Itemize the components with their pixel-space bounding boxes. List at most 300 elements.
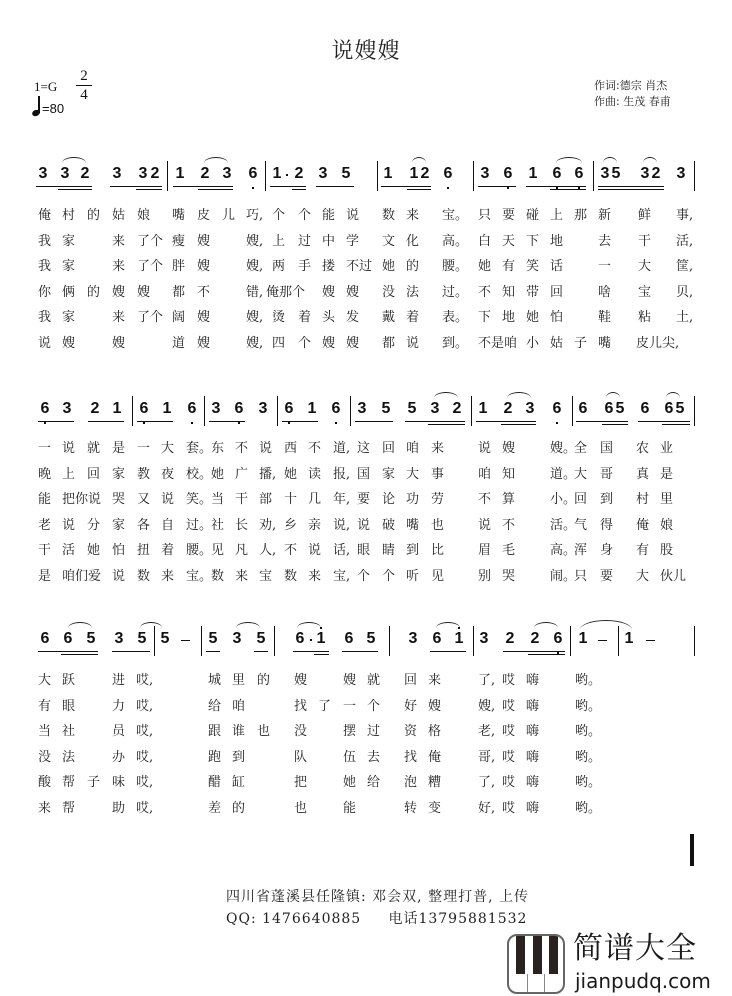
lyric-syllable: 不 bbox=[284, 543, 298, 559]
note: 6 bbox=[640, 400, 650, 417]
lyric-syllable: 回 bbox=[574, 492, 588, 508]
note: 1 bbox=[383, 165, 393, 182]
lyric-syllable: 把你说 bbox=[62, 492, 102, 508]
note: 6 bbox=[295, 630, 305, 647]
lyric-syllable: 来 bbox=[38, 800, 52, 816]
lyric-syllable: 她 bbox=[478, 259, 492, 275]
lyric-syllable: 新 bbox=[598, 208, 612, 223]
lyric-line-3 bbox=[0, 488, 732, 514]
lyric-syllable: 小。 bbox=[550, 492, 577, 508]
lyrics-block-1 bbox=[0, 204, 732, 358]
lyric-syllable: 跃 bbox=[62, 673, 76, 688]
note: 5 bbox=[341, 165, 351, 182]
lyric-syllable: 哟。 bbox=[575, 698, 602, 714]
lyric-syllable: 鲜 bbox=[638, 208, 652, 223]
lyric-syllable: 哎, bbox=[136, 698, 154, 714]
lyric-syllable: 扭 bbox=[137, 543, 151, 559]
lyric-syllable: 股 bbox=[660, 543, 674, 559]
lyric-syllable: 嘴 bbox=[406, 517, 420, 533]
lyric-syllable: 就 bbox=[367, 673, 381, 688]
lyric-line-4 bbox=[0, 514, 732, 540]
lyric-syllable: 笑 bbox=[526, 259, 540, 275]
lyric-syllable: 见 bbox=[211, 543, 225, 559]
lyric-syllable: 这 bbox=[357, 441, 371, 456]
note: 6 bbox=[40, 630, 50, 647]
note: 6 bbox=[40, 400, 50, 417]
composer-credit: 作曲: 生茂 春甫 bbox=[594, 95, 671, 108]
lyric-syllable: 宝。 bbox=[442, 208, 469, 223]
lyric-syllable: 文 bbox=[382, 233, 396, 249]
lyric-syllable: 嗨 bbox=[526, 698, 540, 714]
note: 1 bbox=[454, 630, 464, 647]
note: 6 bbox=[432, 630, 442, 647]
lyric-syllable: 哎 bbox=[502, 800, 516, 816]
lyric-syllable: 地 bbox=[502, 310, 516, 326]
score-row-2 bbox=[0, 390, 732, 430]
lyric-syllable: 腰。 bbox=[442, 259, 469, 275]
note: 3 bbox=[258, 400, 268, 417]
lyric-syllable: 咱 bbox=[232, 698, 246, 714]
lyric-syllable: 伍 bbox=[343, 749, 357, 765]
lyric-syllable: 气 bbox=[574, 517, 588, 533]
lyric-syllable: 也 bbox=[257, 724, 271, 740]
lyric-syllable: 嘴 bbox=[172, 208, 186, 223]
lyric-syllable: 一 bbox=[38, 441, 52, 456]
lyric-syllable: 回 bbox=[382, 441, 396, 456]
lyric-syllable: 法 bbox=[406, 284, 420, 300]
lyric-syllable: 阔 bbox=[172, 310, 186, 326]
note: 6 bbox=[552, 400, 562, 417]
lyric-syllable: 毛 bbox=[502, 543, 516, 559]
lyric-syllable: 把 bbox=[294, 775, 308, 791]
note: 1 bbox=[409, 165, 419, 182]
tempo-marking bbox=[32, 96, 64, 116]
lyric-syllable: 了, bbox=[478, 673, 496, 688]
lyric-syllable: 个 bbox=[272, 208, 286, 223]
note: 6 bbox=[443, 165, 453, 182]
lyric-syllable: 你 bbox=[38, 284, 52, 300]
lyric-syllable: 哟。 bbox=[575, 775, 602, 791]
piano-keys-icon bbox=[507, 934, 565, 994]
lyric-syllable: 资 bbox=[404, 724, 418, 740]
contact-line: QQ: 1476640885 电话13795881532 bbox=[226, 911, 528, 927]
lyric-syllable: 回 bbox=[404, 673, 418, 688]
lyric-syllable: 眼 bbox=[357, 543, 371, 559]
lyric-syllable: 了个 bbox=[137, 310, 164, 326]
note: 1 bbox=[624, 630, 634, 647]
lyric-syllable: 跑 bbox=[208, 749, 222, 765]
lyric-syllable: 夜 bbox=[161, 466, 175, 482]
lyric-syllable: 搂 bbox=[322, 259, 336, 275]
lyrics-block-2 bbox=[0, 437, 732, 591]
lyric-syllable: 哟。 bbox=[575, 800, 602, 816]
lyric-syllable: 嫂 bbox=[197, 259, 211, 275]
lyric-syllable: 都 bbox=[172, 284, 186, 300]
lyric-syllable: 国 bbox=[357, 466, 371, 482]
lyric-syllable: 地 bbox=[550, 233, 564, 249]
lyric-syllable: 话 bbox=[550, 259, 564, 275]
lyric-syllable: 又 bbox=[137, 492, 151, 508]
lyric-syllable: 她 bbox=[526, 310, 540, 326]
lyric-syllable: 咱们爱 bbox=[62, 568, 102, 584]
lyric-syllable: 来 bbox=[112, 310, 126, 326]
lyric-syllable: 到。 bbox=[442, 335, 469, 351]
lyric-syllable: 来 bbox=[431, 441, 445, 456]
note: 5 bbox=[407, 400, 417, 417]
lyric-syllable: 到 bbox=[406, 543, 420, 559]
transcriber-line: 四川省蓬溪县任隆镇: 邓会双, 整理打普, 上传 bbox=[226, 889, 529, 905]
lyric-syllable: 一 bbox=[343, 698, 357, 714]
watermark-logo bbox=[503, 932, 732, 996]
note: 5 bbox=[86, 630, 96, 647]
lyric-syllable: 嫂 bbox=[322, 284, 336, 300]
note: 3 bbox=[60, 165, 70, 182]
lyric-syllable: 播, bbox=[259, 466, 277, 482]
lyric-syllable: 咱 bbox=[406, 441, 420, 456]
note: 3 bbox=[676, 165, 686, 182]
note: 2 bbox=[294, 165, 304, 182]
key-signature: 1=G bbox=[34, 79, 58, 94]
lyric-syllable: 天 bbox=[502, 233, 516, 249]
lyric-line-2 bbox=[0, 230, 732, 256]
lyric-syllable: 队 bbox=[294, 749, 308, 765]
note: 1 bbox=[175, 165, 185, 182]
lyric-syllable: 来 bbox=[161, 568, 175, 584]
lyric-syllable: 说, bbox=[333, 517, 351, 533]
lyric-syllable: 哎 bbox=[502, 698, 516, 714]
lyric-syllable: 她 bbox=[211, 466, 225, 482]
lyric-syllable: 全 bbox=[574, 441, 588, 456]
lyric-syllable: 亲 bbox=[308, 517, 322, 533]
lyric-syllable: 家 bbox=[112, 466, 126, 482]
note: 2 bbox=[80, 165, 90, 182]
lyric-syllable: 干 bbox=[638, 233, 652, 249]
lyric-syllable: 上 bbox=[550, 208, 564, 223]
note: 3 bbox=[211, 400, 221, 417]
lyric-syllable: 怕 bbox=[550, 310, 564, 326]
lyric-syllable: 着 bbox=[161, 543, 175, 559]
lyric-syllable: 嫂 bbox=[197, 233, 211, 249]
lyric-syllable: 闹。 bbox=[550, 568, 577, 584]
lyric-syllable: 回 bbox=[87, 466, 101, 482]
note: 6 bbox=[187, 400, 197, 417]
lyric-syllable: 道, bbox=[333, 441, 351, 456]
lyric-syllable: 嫂 bbox=[502, 441, 516, 456]
lyric-syllable: 套。 bbox=[186, 441, 213, 456]
lyric-syllable: 比 bbox=[431, 543, 445, 559]
lyric-syllable: 上 bbox=[62, 466, 76, 482]
lyricist-credit: 作词:德宗 肖杰 bbox=[594, 79, 668, 92]
lyric-syllable: 变 bbox=[428, 800, 442, 816]
lyric-syllable: 嗨 bbox=[526, 775, 540, 791]
note: 6 bbox=[664, 400, 674, 417]
lyric-syllable: 大 bbox=[636, 568, 650, 584]
note: 2 bbox=[200, 165, 210, 182]
lyric-syllable: 皮 bbox=[197, 208, 211, 223]
lyric-syllable: 哟。 bbox=[575, 749, 602, 765]
lyric-syllable: 干 bbox=[38, 543, 52, 559]
lyric-syllable: 家 bbox=[62, 259, 76, 275]
lyric-syllable: 不 bbox=[502, 517, 516, 533]
lyric-syllable: 了, bbox=[478, 775, 496, 791]
note: 3 bbox=[480, 165, 490, 182]
lyric-syllable: 听 bbox=[406, 568, 420, 584]
note: 3 bbox=[222, 165, 232, 182]
lyric-syllable: 戴 bbox=[382, 310, 396, 326]
lyric-syllable: 就 bbox=[87, 441, 101, 456]
lyric-syllable: 大 bbox=[406, 466, 420, 482]
lyric-syllable: 我 bbox=[38, 259, 52, 275]
lyric-line-2 bbox=[0, 463, 732, 489]
lyric-syllable: 劳 bbox=[431, 492, 445, 508]
lyric-syllable: 家 bbox=[62, 233, 76, 249]
note: 1 bbox=[578, 630, 588, 647]
lyric-syllable: 数 bbox=[137, 568, 151, 584]
lyric-syllable: 子 bbox=[87, 775, 101, 791]
lyric-syllable: 话, bbox=[333, 543, 351, 559]
lyric-syllable: 劝, bbox=[259, 517, 277, 533]
lyric-syllable: 她 bbox=[284, 466, 298, 482]
lyric-syllable: 来 bbox=[428, 673, 442, 688]
lyric-syllable: 数 bbox=[382, 208, 396, 223]
lyric-syllable: 子 bbox=[574, 335, 588, 351]
lyric-syllable: 俺 bbox=[428, 749, 442, 765]
lyric-line-5 bbox=[0, 771, 732, 797]
note: 3 bbox=[112, 165, 122, 182]
lyric-syllable: 了 bbox=[318, 698, 332, 714]
lyric-syllable: 眉 bbox=[478, 543, 492, 559]
lyric-line-5 bbox=[0, 539, 732, 565]
lyric-syllable: 腰。 bbox=[186, 543, 213, 559]
lyric-syllable: 咱 bbox=[504, 335, 518, 351]
lyric-syllable: 不 bbox=[478, 284, 492, 300]
lyric-syllable: 要 bbox=[502, 208, 516, 223]
lyric-syllable: 个 bbox=[367, 698, 381, 714]
note: 5 bbox=[611, 165, 621, 182]
lyric-syllable: 长 bbox=[235, 517, 249, 533]
lyric-syllable: 差 bbox=[208, 800, 222, 816]
lyric-syllable: 数 bbox=[211, 568, 225, 584]
lyric-syllable: 了个 bbox=[137, 233, 164, 249]
note: 6 bbox=[604, 400, 614, 417]
lyric-syllable: 真 bbox=[636, 466, 650, 482]
lyric-syllable: 伙儿 bbox=[660, 568, 687, 584]
lyric-syllable: 娘 bbox=[660, 517, 674, 533]
lyric-syllable: 事 bbox=[431, 466, 445, 482]
lyric-syllable: 大 bbox=[38, 673, 52, 688]
lyric-syllable: 说 bbox=[357, 517, 371, 533]
lyric-syllable: 能 bbox=[38, 492, 52, 508]
lyric-syllable: 下 bbox=[526, 233, 540, 249]
lyric-syllable: 给 bbox=[208, 698, 222, 714]
time-signature-top: 2 bbox=[80, 68, 88, 84]
note: 2 bbox=[530, 630, 540, 647]
note: 6 bbox=[284, 400, 294, 417]
note: 5 bbox=[615, 400, 625, 417]
lyric-syllable: 过 bbox=[367, 724, 381, 740]
lyric-syllable: 不 bbox=[235, 441, 249, 456]
note: 6 bbox=[578, 400, 588, 417]
lyric-syllable: 着 bbox=[406, 310, 420, 326]
quarter-note-icon bbox=[32, 96, 42, 116]
note: 5 bbox=[208, 630, 218, 647]
lyric-syllable: 到 bbox=[600, 492, 614, 508]
lyric-syllable: 嫂 bbox=[346, 284, 360, 300]
lyric-syllable: 粘 bbox=[638, 310, 652, 326]
note: 5 bbox=[366, 630, 376, 647]
lyric-syllable: 嫂 bbox=[428, 698, 442, 714]
lyric-syllable: 眼 bbox=[62, 698, 76, 714]
lyric-syllable: 说 bbox=[62, 517, 76, 533]
lyric-syllable: 儿 bbox=[222, 208, 236, 223]
lyric-syllable: 嫂, bbox=[246, 233, 264, 249]
lyric-syllable: 哥, bbox=[478, 749, 496, 765]
note: 5 bbox=[137, 630, 147, 647]
lyric-syllable: 俺 bbox=[38, 208, 52, 223]
note: 6 bbox=[552, 165, 562, 182]
lyric-syllable: 道 bbox=[172, 335, 186, 351]
lyric-syllable: 过。 bbox=[186, 517, 213, 533]
lyric-syllable: 里 bbox=[660, 492, 674, 508]
lyric-syllable: 老 bbox=[38, 517, 52, 533]
credits bbox=[594, 78, 671, 110]
note: 3 bbox=[138, 165, 148, 182]
lyric-syllable: 要 bbox=[357, 492, 371, 508]
note: 5 bbox=[675, 400, 685, 417]
note: 6 bbox=[248, 165, 258, 182]
lyric-syllable: 村 bbox=[636, 492, 650, 508]
lyric-syllable: 高。 bbox=[550, 543, 577, 559]
note: 3 bbox=[38, 165, 48, 182]
lyric-syllable: 俺那个 bbox=[266, 284, 306, 300]
lyric-syllable: 有 bbox=[38, 698, 52, 714]
lyric-syllable: 味 bbox=[112, 775, 126, 791]
note: 3 bbox=[114, 630, 124, 647]
note: 6 bbox=[234, 400, 244, 417]
lyric-syllable: 是 bbox=[660, 466, 674, 482]
lyric-syllable: 知 bbox=[502, 284, 516, 300]
lyric-syllable: 哟。 bbox=[575, 724, 602, 740]
lyric-syllable: 来 bbox=[308, 568, 322, 584]
lyric-syllable: 数 bbox=[284, 568, 298, 584]
note: 6 bbox=[503, 165, 513, 182]
note: 2 bbox=[505, 630, 515, 647]
note: 1 bbox=[162, 400, 172, 417]
transcriber-note bbox=[226, 886, 529, 930]
lyric-syllable: 有 bbox=[636, 543, 650, 559]
lyric-syllable: 没 bbox=[382, 284, 396, 300]
note: 6 bbox=[553, 630, 563, 647]
lyric-syllable: 个 bbox=[298, 208, 312, 223]
lyric-syllable: 嫂 bbox=[112, 284, 126, 300]
lyric-syllable: 格 bbox=[428, 724, 442, 740]
lyric-syllable: 家 bbox=[62, 310, 76, 326]
lyric-syllable: 也 bbox=[431, 517, 445, 533]
lyric-syllable: 家 bbox=[382, 466, 396, 482]
lyric-syllable: 校。 bbox=[186, 466, 213, 482]
lyric-syllable: 别 bbox=[478, 568, 492, 584]
watermark-cn: 简谱大全 bbox=[573, 931, 697, 966]
lyric-syllable: 发 bbox=[346, 310, 360, 326]
lyric-line-4 bbox=[0, 746, 732, 772]
lyric-syllable: 没 bbox=[38, 749, 52, 765]
lyric-syllable: 人, bbox=[259, 543, 277, 559]
lyric-syllable: 报, bbox=[333, 466, 351, 482]
lyric-syllable: 助 bbox=[112, 800, 126, 816]
lyric-line-6 bbox=[0, 332, 732, 358]
tempo-value: =80 bbox=[42, 101, 65, 116]
lyric-syllable: 哎 bbox=[502, 749, 516, 765]
lyric-syllable: 城 bbox=[208, 673, 222, 688]
lyric-syllable: 大 bbox=[638, 259, 652, 275]
lyric-syllable: 说 bbox=[259, 441, 273, 456]
lyric-syllable: 她 bbox=[87, 543, 101, 559]
note: 2 bbox=[420, 165, 430, 182]
lyric-syllable: 的 bbox=[232, 800, 246, 816]
lyric-syllable: 功 bbox=[406, 492, 420, 508]
lyric-syllable: 能 bbox=[322, 208, 336, 223]
lyric-syllable: 广 bbox=[235, 466, 249, 482]
lyric-syllable: 哎, bbox=[136, 673, 154, 688]
lyric-syllable: 说 bbox=[308, 543, 322, 559]
lyric-syllable: 不 bbox=[197, 284, 211, 300]
lyric-syllable: 年, bbox=[333, 492, 351, 508]
lyric-syllable: 干 bbox=[235, 492, 249, 508]
lyric-syllable: 活 bbox=[62, 543, 76, 559]
lyric-syllable: 烫 bbox=[272, 310, 286, 326]
lyric-syllable: 碰 bbox=[526, 208, 540, 223]
lyric-syllable: 谁 bbox=[232, 724, 246, 740]
lyric-syllable: 能 bbox=[343, 800, 357, 816]
lyric-syllable: 巧, bbox=[246, 208, 264, 223]
lyric-syllable: 糟 bbox=[428, 775, 442, 791]
note: 3 bbox=[479, 630, 489, 647]
note: 1 bbox=[272, 165, 282, 182]
lyric-syllable: 那 bbox=[574, 208, 588, 223]
lyric-syllable: 嘴 bbox=[598, 335, 612, 351]
note: 5 bbox=[256, 630, 266, 647]
lyric-syllable: 醋 bbox=[208, 775, 222, 791]
lyric-syllable: 姑 bbox=[550, 335, 564, 351]
lyric-syllable: 去 bbox=[598, 233, 612, 249]
lyric-syllable: 过 bbox=[298, 233, 312, 249]
lyric-syllable: 俩 bbox=[62, 284, 76, 300]
lyric-syllable: 法 bbox=[62, 749, 76, 765]
time-signature-bottom: 4 bbox=[80, 87, 88, 103]
lyric-syllable: 胖 bbox=[172, 259, 186, 275]
lyric-syllable: 俺 bbox=[636, 517, 650, 533]
lyric-syllable: 国 bbox=[600, 441, 614, 456]
lyric-line-5 bbox=[0, 306, 732, 332]
lyrics-block-3 bbox=[0, 669, 732, 823]
lyric-syllable: 只 bbox=[574, 568, 588, 584]
lyric-syllable: 瘦 bbox=[172, 233, 186, 249]
lyric-syllable: 嫂 bbox=[197, 310, 211, 326]
watermark-url: jianpudq.com bbox=[575, 969, 711, 993]
lyric-syllable: 来 bbox=[406, 208, 420, 223]
lyric-syllable: 找 bbox=[404, 749, 418, 765]
lyric-syllable: 当 bbox=[38, 724, 52, 740]
lyric-syllable: 嫂 bbox=[294, 673, 308, 688]
lyric-syllable: 嫂 bbox=[112, 335, 126, 351]
lyric-syllable: 怕 bbox=[112, 543, 126, 559]
lyric-syllable: 学 bbox=[346, 233, 360, 249]
lyric-syllable: 不 bbox=[478, 492, 492, 508]
lyric-syllable: 一 bbox=[598, 259, 612, 275]
lyric-syllable: 说 bbox=[62, 441, 76, 456]
lyric-syllable: 缸 bbox=[232, 775, 246, 791]
lyric-syllable: 说 bbox=[161, 492, 175, 508]
